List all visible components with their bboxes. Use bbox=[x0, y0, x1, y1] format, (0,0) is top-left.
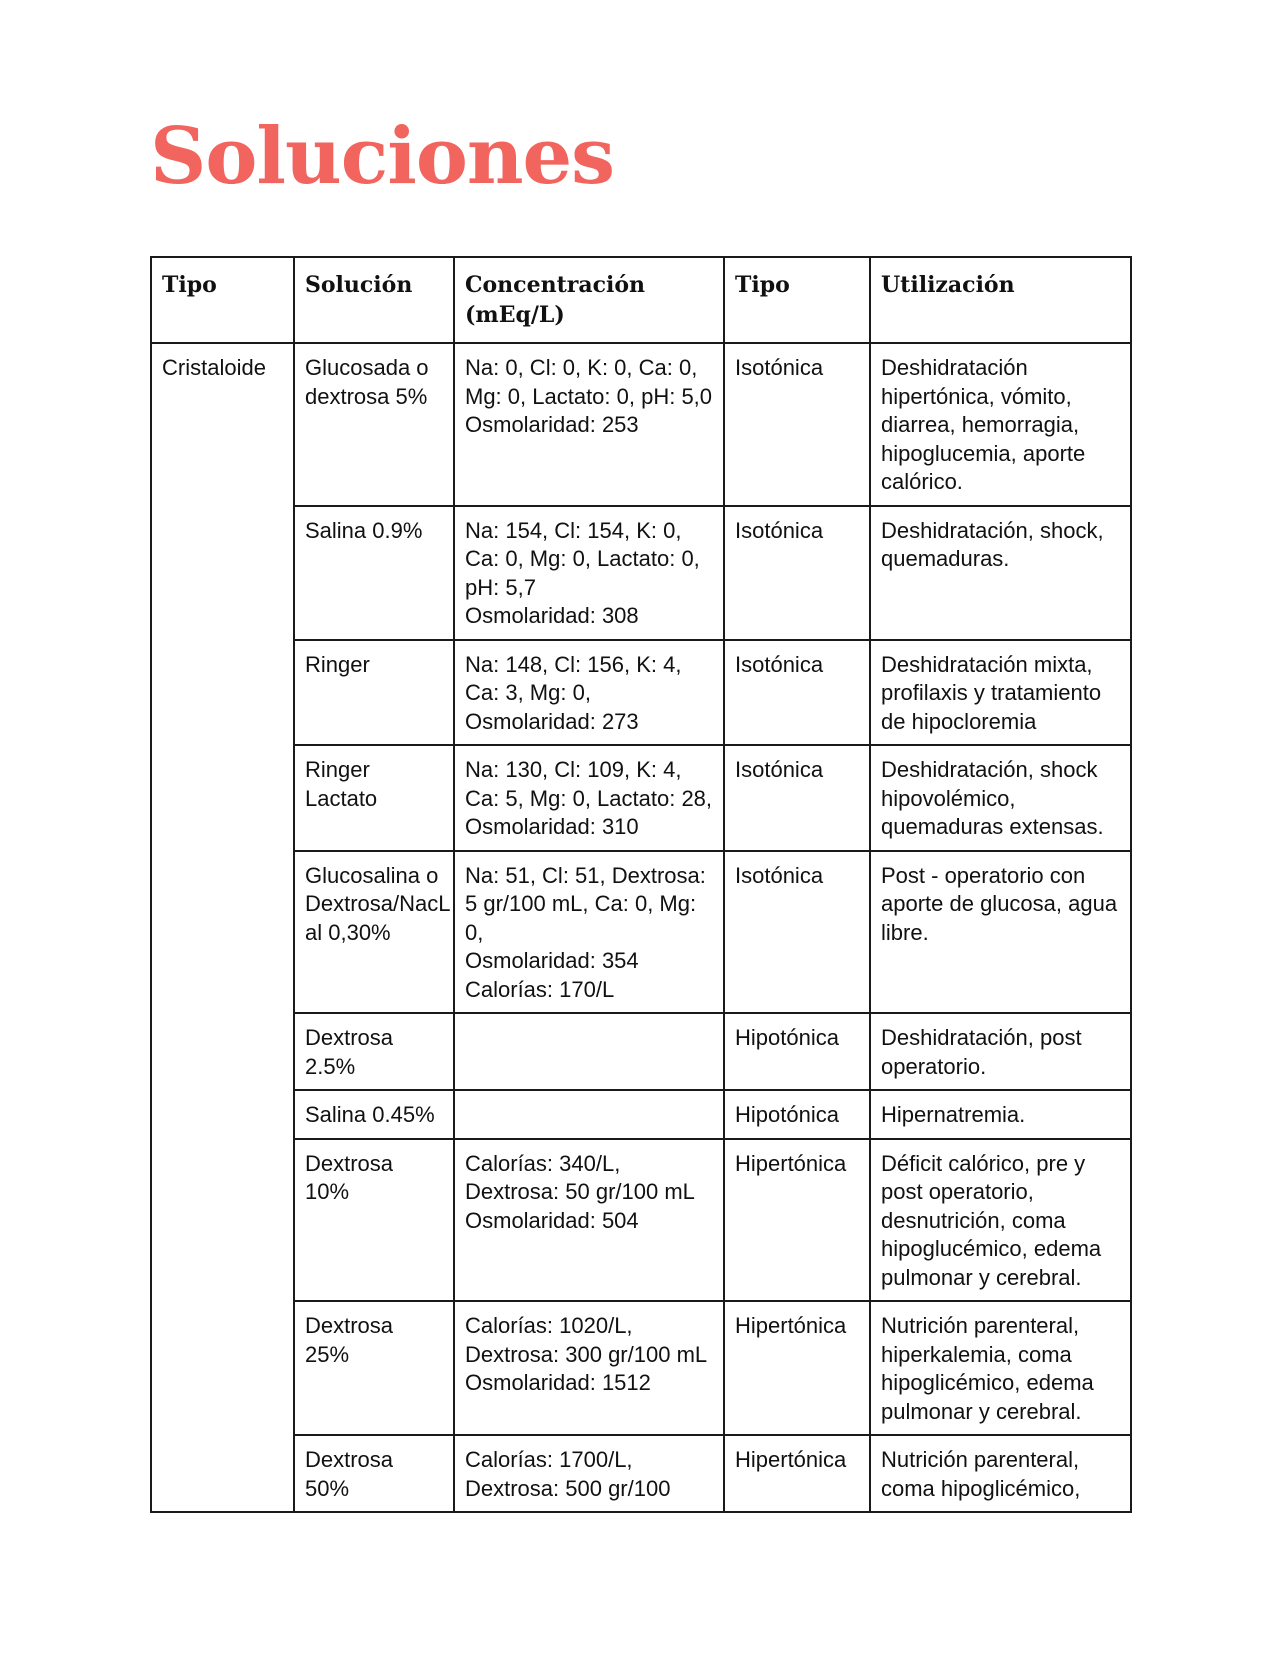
solucion-cell: Ringer Lactato bbox=[294, 745, 454, 851]
tipo-cell: Hipotónica bbox=[724, 1090, 870, 1139]
utilizacion-cell: Hipernatremia. bbox=[870, 1090, 1131, 1139]
concentracion-line: Osmolaridad: 354 bbox=[465, 948, 639, 973]
header-grupo: Tipo bbox=[151, 257, 294, 343]
concentracion-cell bbox=[454, 506, 724, 640]
concentracion-cell bbox=[454, 1090, 724, 1139]
table-row bbox=[151, 1139, 1131, 1302]
concentracion-line: Osmolaridad: 253 bbox=[465, 412, 639, 437]
utilizacion-cell: Nutrición parenteral, hiperkalemia, coma hipoglicémico, edema pulmonar y cerebral. bbox=[870, 1301, 1131, 1435]
concentracion-line: Osmolaridad: 310 bbox=[465, 814, 639, 839]
concentracion-cell bbox=[454, 851, 724, 1014]
table-row bbox=[151, 1090, 1131, 1139]
solucion-cell: Dextrosa 50% bbox=[294, 1435, 454, 1512]
header-concentracion bbox=[454, 257, 724, 343]
table-body bbox=[151, 343, 1131, 1512]
tipo-cell: Isotónica bbox=[724, 851, 870, 1014]
concentracion-cell bbox=[454, 1013, 724, 1090]
header-solucion: Solución bbox=[294, 257, 454, 343]
solucion-cell: Dextrosa 2.5% bbox=[294, 1013, 454, 1090]
concentracion-line: Calorías: 1700/L, Dextrosa: 500 gr/100 bbox=[465, 1447, 671, 1501]
table-row bbox=[151, 506, 1131, 640]
concentracion-cell bbox=[454, 343, 724, 506]
concentracion-line: Calorías: 1020/L, Dextrosa: 300 gr/100 mL bbox=[465, 1313, 708, 1367]
table-header-row bbox=[151, 257, 1131, 343]
table-row bbox=[151, 1301, 1131, 1435]
utilizacion-cell: Deshidratación mixta, profilaxis y tratamiento de hipocloremia bbox=[870, 640, 1131, 746]
table-row bbox=[151, 1435, 1131, 1512]
concentracion-line: Osmolaridad: 308 bbox=[465, 603, 639, 628]
utilizacion-cell: Deshidratación, shock, quemaduras. bbox=[870, 506, 1131, 640]
tipo-cell: Hipertónica bbox=[724, 1435, 870, 1512]
concentracion-line: Osmolaridad: 1512 bbox=[465, 1370, 651, 1395]
concentracion-line: Na: 0, Cl: 0, K: 0, Ca: 0, Mg: 0, Lactato: 0, pH: 5,0 bbox=[465, 355, 713, 409]
utilizacion-cell: Nutrición parenteral, coma hipoglicémico, bbox=[870, 1435, 1131, 1512]
concentracion-line: Na: 154, Cl: 154, K: 0, Ca: 0, Mg: 0, Lactato: 0, pH: 5,7 bbox=[465, 517, 700, 600]
tipo-cell: Hipertónica bbox=[724, 1301, 870, 1435]
solucion-cell: Salina 0.9% bbox=[294, 506, 454, 640]
solucion-cell: Dextrosa 25% bbox=[294, 1301, 454, 1435]
solucion-cell: Salina 0.45% bbox=[294, 1090, 454, 1139]
table-row bbox=[151, 745, 1131, 851]
tipo-cell: Hipertónica bbox=[724, 1139, 870, 1302]
solucion-cell: Ringer bbox=[294, 640, 454, 746]
solucion-cell: Dextrosa 10% bbox=[294, 1139, 454, 1302]
concentracion-line: Osmolaridad: 504 bbox=[465, 1207, 639, 1233]
header-utilizacion: Utilización bbox=[870, 257, 1131, 343]
concentracion-cell bbox=[454, 640, 724, 746]
concentracion-line: Na: 130, Cl: 109, K: 4, Ca: 5, Mg: 0, Lactato: 28, bbox=[465, 757, 713, 811]
concentracion-line: Osmolaridad: 273 bbox=[465, 708, 639, 734]
concentracion-cell bbox=[454, 1139, 724, 1302]
tipo-cell: Isotónica bbox=[724, 640, 870, 746]
table-row bbox=[151, 640, 1131, 746]
table-row bbox=[151, 851, 1131, 1014]
utilizacion-cell: Deshidratación, shock hipovolémico, quemaduras extensas. bbox=[870, 745, 1131, 851]
tipo-cell: Isotónica bbox=[724, 745, 870, 851]
concentracion-cell bbox=[454, 1301, 724, 1435]
header-concentracion-line1: Concentración bbox=[465, 272, 645, 298]
header-tipo: Tipo bbox=[724, 257, 870, 343]
solutions-table bbox=[150, 256, 1132, 1513]
solucion-cell: Glucosada o dextrosa 5% bbox=[294, 343, 454, 506]
solucion-cell: Glucosalina o Dextrosa/NacL al 0,30% bbox=[294, 851, 454, 1014]
tipo-cell: Isotónica bbox=[724, 343, 870, 506]
concentracion-line: Calorías: 170/L bbox=[465, 976, 615, 1002]
grupo-cell: Cristaloide bbox=[151, 343, 294, 1512]
concentracion-line: Na: 51, Cl: 51, Dextrosa: 5 gr/100 mL, Ca: 0, Mg: 0, bbox=[465, 862, 706, 945]
page-title: Soluciones bbox=[150, 111, 615, 202]
concentracion-line: Calorías: 340/L, Dextrosa: 50 gr/100 mL bbox=[465, 1150, 695, 1204]
concentracion-cell bbox=[454, 745, 724, 851]
utilizacion-cell: Deshidratación, post operatorio. bbox=[870, 1013, 1131, 1090]
header-concentracion-line2: (mEq/L) bbox=[465, 302, 565, 328]
table-row bbox=[151, 1013, 1131, 1090]
tipo-cell: Isotónica bbox=[724, 506, 870, 640]
table-row bbox=[151, 343, 1131, 506]
utilizacion-cell: Post - operatorio con aporte de glucosa, agua libre. bbox=[870, 851, 1131, 1014]
utilizacion-cell: Déficit calórico, pre y post operatorio, desnutrición, coma hipoglucémico, edema pulmonar y cerebral. bbox=[870, 1139, 1131, 1302]
concentracion-cell bbox=[454, 1435, 724, 1512]
tipo-cell: Hipotónica bbox=[724, 1013, 870, 1090]
utilizacion-cell: Deshidratación hipertónica, vómito, diarrea, hemorragia, hipoglucemia, aporte calórico. bbox=[870, 343, 1131, 506]
concentracion-line: Na: 148, Cl: 156, K: 4, Ca: 3, Mg: 0, bbox=[465, 651, 682, 705]
